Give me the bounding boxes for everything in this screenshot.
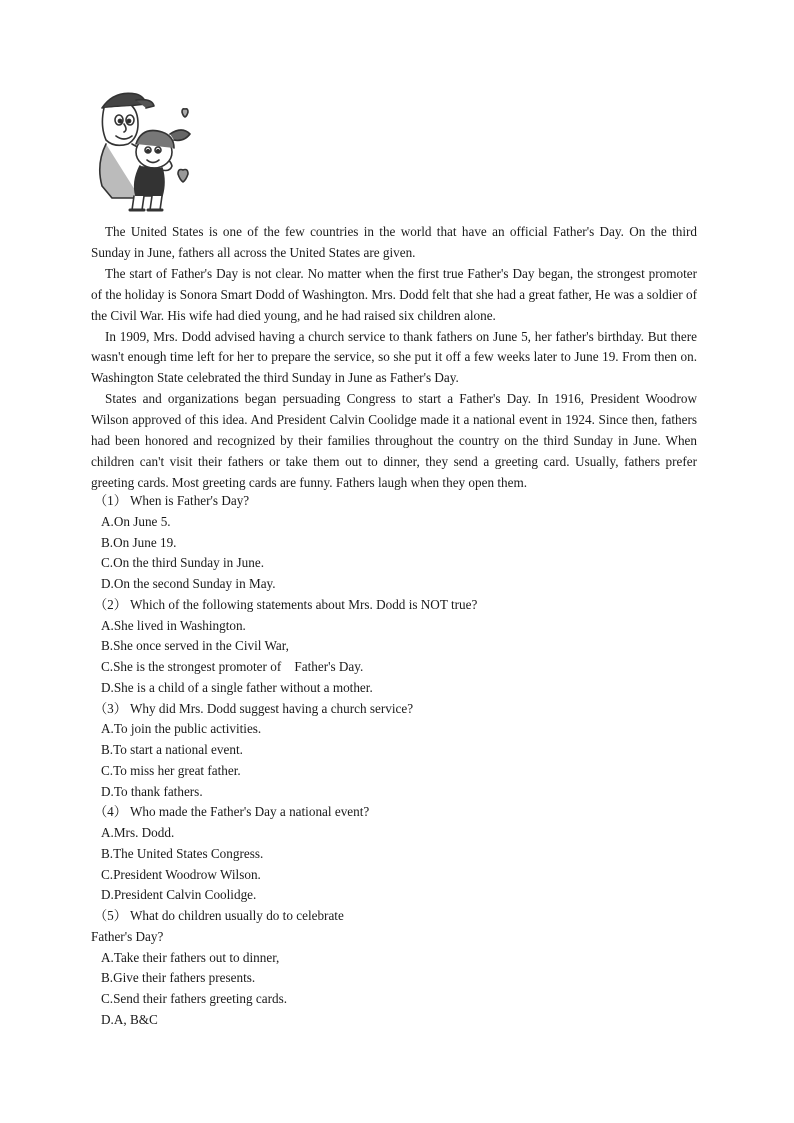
question-stem: [91, 491, 697, 512]
answer-option: B.Give their fathers presents.: [101, 970, 256, 986]
question-text: Who made the Father's Day a national event?: [129, 804, 370, 820]
question-stem: [91, 802, 697, 823]
question-text: When is Father's Day?: [129, 493, 250, 508]
passage-paragraph: States and organizations began persuading Congress to start a Father's Day. In 1916, President Woodrow Wilson approved of this idea. And President Calvin Coolidge made it a national event in 1924. Since then, fathers had been honored and recognized by their families throughout the country on the third Sunday in June. When children can't visit their fathers or take them out to dinner, they send a greeting card. Usually, fathers prefer greeting cards. Most greeting cards are funny. Fathers laugh when they open them.: [91, 391, 697, 490]
answer-option: B.To start a national event.: [101, 742, 243, 757]
answer-option: D.A, B&C: [101, 1011, 158, 1027]
question-text: Which of the following statements about Mrs. Dodd is NOT true?: [129, 596, 478, 612]
answer-option: C.On the third Sunday in June.: [101, 555, 265, 571]
answer-option: B.The United States Congress.: [101, 845, 264, 861]
question-text: What do children usually do to celebrate: [129, 908, 344, 923]
question-stem: [91, 906, 697, 927]
passage-paragraph: The United States is one of the few countries in the world that have an official Father's Day. On the third Sunday in June, fathers all across the United States are given.: [91, 224, 697, 260]
answer-option: A.Mrs. Dodd.: [101, 825, 175, 840]
question-list: [91, 491, 697, 1031]
question-stem: [91, 595, 697, 616]
question-stem: [91, 699, 697, 720]
question-number: （5）: [94, 908, 127, 923]
question-number: （1）: [94, 493, 127, 508]
answer-option: A.She lived in Washington.: [101, 617, 246, 633]
question-text-continued: Father's Day?: [91, 928, 164, 944]
answer-option: D.She is a child of a single father without a mother.: [101, 679, 373, 695]
answer-option: C.President Woodrow Wilson.: [101, 866, 261, 882]
answer-option: A.Take their fathers out to dinner,: [101, 949, 280, 965]
question-number: （3）: [94, 700, 127, 716]
question-number: （2）: [94, 596, 127, 612]
answer-option: D.President Calvin Coolidge.: [101, 887, 257, 903]
passage-paragraph: In 1909, Mrs. Dodd advised having a church service to thank fathers on June 5, her father's birthday. But there wasn't enough time left for her to prepare the service, so she put it off a few weeks later to June 19. From then on. Washington State celebrated the third Sunday in June as Father's Day.: [91, 328, 697, 386]
passage-paragraph: The start of Father's Day is not clear. No matter when the first true Father's Day began, the strongest promoter of the holiday is Sonora Smart Dodd of Washington. Mrs. Dodd felt that she had a great father, He was a soldier of the Civil War. His wife had died young, and he had raised six children alone.: [91, 265, 697, 323]
answer-option: A.On June 5.: [101, 513, 171, 529]
answer-option: B.On June 19.: [101, 534, 177, 550]
answer-option: D.On the second Sunday in May.: [101, 576, 276, 591]
question-number: （4）: [94, 804, 127, 820]
answer-option: A.To join the public activities.: [101, 721, 262, 737]
answer-option: C.Send their fathers greeting cards.: [101, 991, 288, 1006]
reading-passage: [91, 222, 697, 494]
answer-option: C.She is the strongest promoter of Father's Day.: [101, 659, 364, 674]
father-daughter-illustration: [92, 86, 202, 214]
father-hugging-child-icon: [92, 86, 202, 214]
answer-option: C.To miss her great father.: [101, 762, 241, 778]
answer-option: D.To thank fathers.: [101, 783, 203, 799]
answer-option: B.She once served in the Civil War,: [101, 638, 289, 654]
question-text: Why did Mrs. Dodd suggest having a church service?: [129, 700, 414, 716]
